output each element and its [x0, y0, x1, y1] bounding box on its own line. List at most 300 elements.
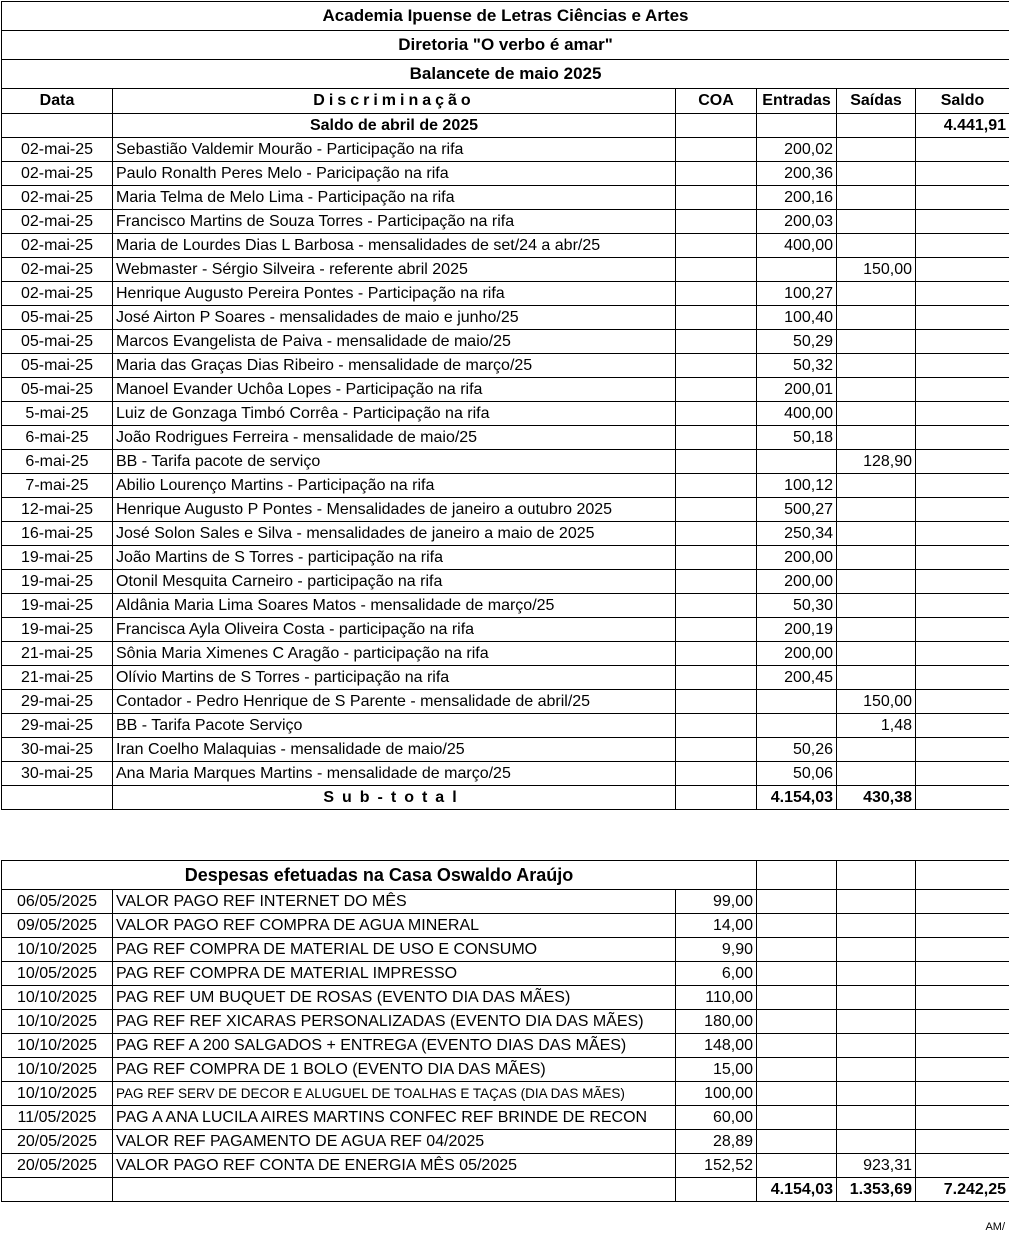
entry-saldo [916, 690, 1009, 714]
despesa-empty [916, 914, 1009, 938]
despesa-empty [916, 938, 1009, 962]
table-row [2, 1154, 1009, 1178]
entry-saldo [916, 618, 1009, 642]
entry-description: Luiz de Gonzaga Timbó Corrêa - Participação na rifa [113, 402, 676, 426]
subtotal-row [2, 786, 1009, 810]
despesa-empty [837, 914, 916, 938]
entry-description: Henrique Augusto P Pontes - Mensalidades de janeiro a outubro 2025 [113, 498, 676, 522]
entry-entrada: 100,27 [757, 282, 837, 306]
entry-coa [676, 714, 757, 738]
entry-saida [837, 522, 916, 546]
subtotal-empty [2, 786, 113, 810]
despesa-description: VALOR REF PAGAMENTO DE AGUA REF 04/2025 [113, 1130, 676, 1154]
table-row [2, 474, 1009, 498]
despesa-empty [837, 1106, 916, 1130]
entry-saldo [916, 138, 1009, 162]
col-header-entradas: Entradas [757, 89, 837, 114]
final-empty [2, 1178, 113, 1202]
entry-entrada [757, 450, 837, 474]
entry-coa [676, 618, 757, 642]
despesa-value: 60,00 [676, 1106, 757, 1130]
despesa-description: PAG A ANA LUCILA AIRES MARTINS CONFEC REF BRINDE DE RECON [113, 1106, 676, 1130]
entry-date: 05-mai-25 [2, 306, 113, 330]
entry-date: 16-mai-25 [2, 522, 113, 546]
org-title: Academia Ipuense de Letras Ciências e Artes [2, 2, 1009, 31]
entry-description: Paulo Ronalth Peres Melo - Paricipação na rifa [113, 162, 676, 186]
table-row [2, 914, 1009, 938]
entry-coa [676, 186, 757, 210]
despesa-description: VALOR PAGO REF CONTA DE ENERGIA MÊS 05/2025 [113, 1154, 676, 1178]
despesa-date: 20/05/2025 [2, 1154, 113, 1178]
table-row [2, 1130, 1009, 1154]
despesa-value: 100,00 [676, 1082, 757, 1106]
table-row [2, 378, 1009, 402]
despesa-date: 10/10/2025 [2, 1082, 113, 1106]
footer-mark: AM/ [985, 1221, 1005, 1233]
entry-saldo [916, 378, 1009, 402]
despesa-empty [757, 1082, 837, 1106]
entry-saldo [916, 306, 1009, 330]
table-row [2, 738, 1009, 762]
balancete-table [1, 1, 1009, 810]
entry-saida [837, 234, 916, 258]
despesa-empty [837, 1034, 916, 1058]
entry-date: 12-mai-25 [2, 498, 113, 522]
entry-saida [837, 546, 916, 570]
entry-date: 29-mai-25 [2, 714, 113, 738]
entry-saida [837, 282, 916, 306]
table-row [2, 426, 1009, 450]
entry-saida [837, 186, 916, 210]
subtotal-empty [916, 786, 1009, 810]
entry-coa [676, 762, 757, 786]
entry-saida: 1,48 [837, 714, 916, 738]
table-row [2, 258, 1009, 282]
table-row [2, 690, 1009, 714]
entry-coa [676, 402, 757, 426]
entry-description: Contador - Pedro Henrique de S Parente - mensalidade de abril/25 [113, 690, 676, 714]
despesa-empty [837, 1082, 916, 1106]
entry-date: 5-mai-25 [2, 402, 113, 426]
despesa-value: 9,90 [676, 938, 757, 962]
entry-coa [676, 210, 757, 234]
table-row [2, 938, 1009, 962]
entry-saldo [916, 234, 1009, 258]
entry-description: Aldânia Maria Lima Soares Matos - mensalidade de março/25 [113, 594, 676, 618]
entry-entrada: 200,00 [757, 642, 837, 666]
entry-saida [837, 162, 916, 186]
table-row [2, 962, 1009, 986]
entry-description: Francisco Martins de Souza Torres - Participação na rifa [113, 210, 676, 234]
table-row [2, 714, 1009, 738]
entry-entrada: 50,06 [757, 762, 837, 786]
final-empty [676, 1178, 757, 1202]
table-row [2, 546, 1009, 570]
entry-entrada: 200,16 [757, 186, 837, 210]
entry-date: 05-mai-25 [2, 378, 113, 402]
entry-coa [676, 642, 757, 666]
despesa-date: 11/05/2025 [2, 1106, 113, 1130]
entry-saida [837, 306, 916, 330]
entry-description: Abilio Lourenço Martins - Participação na rifa [113, 474, 676, 498]
despesa-description: PAG REF COMPRA DE MATERIAL IMPRESSO [113, 962, 676, 986]
despesa-empty [837, 890, 916, 914]
despesa-empty [757, 962, 837, 986]
despesa-date: 10/10/2025 [2, 938, 113, 962]
entry-entrada [757, 258, 837, 282]
entry-coa [676, 306, 757, 330]
despesa-empty [757, 1154, 837, 1178]
despesa-description: PAG REF COMPRA DE MATERIAL DE USO E CONSUMO [113, 938, 676, 962]
entry-entrada: 400,00 [757, 402, 837, 426]
despesa-empty [757, 890, 837, 914]
despesa-description: PAG REF UM BUQUET DE ROSAS (EVENTO DIA DAS MÃES) [113, 986, 676, 1010]
table-row [2, 618, 1009, 642]
entry-saldo [916, 738, 1009, 762]
saldo-anterior-label: Saldo de abril de 2025 [113, 114, 676, 138]
despesa-date: 10/10/2025 [2, 1010, 113, 1034]
entry-entrada [757, 690, 837, 714]
despesa-empty [837, 962, 916, 986]
entry-coa [676, 258, 757, 282]
despesa-description: VALOR PAGO REF INTERNET DO MÊS [113, 890, 676, 914]
entry-coa [676, 594, 757, 618]
table-row [2, 522, 1009, 546]
entry-coa [676, 546, 757, 570]
despesa-empty [916, 1034, 1009, 1058]
table-row [2, 1034, 1009, 1058]
entry-date: 19-mai-25 [2, 594, 113, 618]
despesa-empty [837, 1130, 916, 1154]
table-row [2, 162, 1009, 186]
table-row [2, 138, 1009, 162]
entry-description: José Solon Sales e Silva - mensalidades de janeiro a maio de 2025 [113, 522, 676, 546]
table-row [2, 890, 1009, 914]
subtotal-empty [676, 786, 757, 810]
despesa-empty [757, 1034, 837, 1058]
entry-saldo [916, 186, 1009, 210]
entry-coa [676, 690, 757, 714]
entry-entrada: 100,40 [757, 306, 837, 330]
despesa-date: 10/10/2025 [2, 1058, 113, 1082]
despesa-empty [837, 1058, 916, 1082]
entry-description: Henrique Augusto Pereira Pontes - Participação na rifa [113, 282, 676, 306]
entry-coa [676, 570, 757, 594]
col-header-saldo: Saldo [916, 89, 1009, 114]
entry-description: Iran Coelho Malaquias - mensalidade de maio/25 [113, 738, 676, 762]
table-row [2, 330, 1009, 354]
entry-saida [837, 378, 916, 402]
entry-coa [676, 162, 757, 186]
entry-entrada: 100,12 [757, 474, 837, 498]
entry-saida [837, 138, 916, 162]
entry-date: 05-mai-25 [2, 330, 113, 354]
table-row [2, 642, 1009, 666]
despesa-empty [757, 1130, 837, 1154]
entry-saida [837, 618, 916, 642]
entry-saldo [916, 498, 1009, 522]
entry-saldo [916, 546, 1009, 570]
despesa-date: 10/05/2025 [2, 962, 113, 986]
entry-saldo [916, 210, 1009, 234]
despesa-empty [757, 1106, 837, 1130]
despesa-value: 15,00 [676, 1058, 757, 1082]
entry-description: BB - Tarifa pacote de serviço [113, 450, 676, 474]
despesa-empty [757, 1058, 837, 1082]
col-header-saidas: Saídas [837, 89, 916, 114]
despesa-value: 99,00 [676, 890, 757, 914]
entry-description: Sônia Maria Ximenes C Aragão - participação na rifa [113, 642, 676, 666]
despesas-table [1, 860, 1009, 1202]
table-row [2, 1106, 1009, 1130]
entry-date: 21-mai-25 [2, 666, 113, 690]
entry-saldo [916, 762, 1009, 786]
entry-date: 02-mai-25 [2, 210, 113, 234]
despesa-date: 06/05/2025 [2, 890, 113, 914]
entry-date: 02-mai-25 [2, 258, 113, 282]
col-header-data: Data [2, 89, 113, 114]
entry-coa [676, 498, 757, 522]
entry-saida: 150,00 [837, 258, 916, 282]
entry-saida [837, 354, 916, 378]
table-row [2, 986, 1009, 1010]
entry-coa [676, 426, 757, 450]
despesa-empty [916, 1106, 1009, 1130]
despesa-description: PAG REF COMPRA DE 1 BOLO (EVENTO DIA DAS MÃES) [113, 1058, 676, 1082]
table-row [2, 1082, 1009, 1106]
entry-saldo [916, 522, 1009, 546]
entry-entrada: 400,00 [757, 234, 837, 258]
table-row [2, 762, 1009, 786]
entry-saldo [916, 666, 1009, 690]
subtotal-saidas: 430,38 [837, 786, 916, 810]
entry-entrada: 50,30 [757, 594, 837, 618]
despesa-value: 14,00 [676, 914, 757, 938]
entry-entrada: 50,18 [757, 426, 837, 450]
entry-coa [676, 522, 757, 546]
table-row [2, 354, 1009, 378]
entry-saida [837, 666, 916, 690]
entry-coa [676, 666, 757, 690]
entry-coa [676, 450, 757, 474]
entry-coa [676, 138, 757, 162]
entry-coa [676, 282, 757, 306]
despesa-empty [757, 914, 837, 938]
entry-date: 19-mai-25 [2, 546, 113, 570]
entry-entrada: 50,26 [757, 738, 837, 762]
entry-date: 02-mai-25 [2, 234, 113, 258]
entry-saldo [916, 402, 1009, 426]
entry-description: Maria das Graças Dias Ribeiro - mensalidade de março/25 [113, 354, 676, 378]
entry-saida [837, 594, 916, 618]
despesa-description: PAG REF A 200 SALGADOS + ENTREGA (EVENTO DIAS DAS MÃES) [113, 1034, 676, 1058]
entry-coa [676, 354, 757, 378]
entry-coa [676, 234, 757, 258]
despesa-value: 6,00 [676, 962, 757, 986]
entry-saldo [916, 474, 1009, 498]
despesa-empty [916, 986, 1009, 1010]
despesa-value: 110,00 [676, 986, 757, 1010]
table-row [2, 570, 1009, 594]
entry-coa [676, 738, 757, 762]
despesa-empty [837, 986, 916, 1010]
entry-entrada: 50,32 [757, 354, 837, 378]
entry-saida [837, 402, 916, 426]
entry-description: Webmaster - Sérgio Silveira - referente abril 2025 [113, 258, 676, 282]
final-total-row [2, 1178, 1009, 1202]
despesa-empty [837, 938, 916, 962]
despesa-empty [916, 1154, 1009, 1178]
final-empty [113, 1178, 676, 1202]
table-row [2, 402, 1009, 426]
subtotal-label: Sub-total [113, 786, 676, 810]
entry-description: Sebastião Valdemir Mourão - Participação na rifa [113, 138, 676, 162]
entry-saldo [916, 426, 1009, 450]
entry-date: 30-mai-25 [2, 738, 113, 762]
entry-date: 6-mai-25 [2, 450, 113, 474]
saldo-anterior-row [2, 114, 1009, 138]
diretoria-title: Diretoria "O verbo é amar" [2, 31, 1009, 60]
entry-date: 21-mai-25 [2, 642, 113, 666]
entry-date: 02-mai-25 [2, 282, 113, 306]
despesa-empty [916, 1058, 1009, 1082]
entry-coa [676, 474, 757, 498]
table-row [2, 1058, 1009, 1082]
entry-saldo [916, 714, 1009, 738]
entry-date: 02-mai-25 [2, 186, 113, 210]
table-row [2, 282, 1009, 306]
entry-saida [837, 474, 916, 498]
entry-date: 19-mai-25 [2, 570, 113, 594]
entry-saida [837, 642, 916, 666]
final-saldo: 7.242,25 [916, 1178, 1009, 1202]
despesa-date: 20/05/2025 [2, 1130, 113, 1154]
entry-description: Maria de Lourdes Dias L Barbosa - mensalidades de set/24 a abr/25 [113, 234, 676, 258]
despesa-empty [916, 1082, 1009, 1106]
despesa-description: PAG REF SERV DE DECOR E ALUGUEL DE TOALHAS E TAÇAS (DIA DAS MÃES) [113, 1082, 676, 1106]
entry-entrada: 250,34 [757, 522, 837, 546]
entry-description: Maria Telma de Melo Lima - Participação na rifa [113, 186, 676, 210]
entry-description: Olívio Martins de S Torres - participação na rifa [113, 666, 676, 690]
entry-saldo [916, 570, 1009, 594]
despesa-empty [916, 1010, 1009, 1034]
entry-saldo [916, 354, 1009, 378]
entry-saldo [916, 282, 1009, 306]
despesa-empty [757, 986, 837, 1010]
col-header-discriminacao: Discriminação [113, 89, 676, 114]
entry-entrada [757, 714, 837, 738]
entry-saida [837, 426, 916, 450]
subtotal-entradas: 4.154,03 [757, 786, 837, 810]
entry-description: BB - Tarifa Pacote Serviço [113, 714, 676, 738]
despesa-description: VALOR PAGO REF COMPRA DE AGUA MINERAL [113, 914, 676, 938]
entry-description: Manoel Evander Uchôa Lopes - Participação na rifa [113, 378, 676, 402]
entry-entrada: 200,02 [757, 138, 837, 162]
table-row [2, 666, 1009, 690]
despesa-value: 180,00 [676, 1010, 757, 1034]
entry-description: João Martins de S Torres - participação na rifa [113, 546, 676, 570]
entry-saldo [916, 642, 1009, 666]
saldo-anterior-value: 4.441,91 [916, 114, 1009, 138]
despesa-empty [916, 962, 1009, 986]
entry-date: 30-mai-25 [2, 762, 113, 786]
entry-entrada: 200,03 [757, 210, 837, 234]
entry-saida [837, 210, 916, 234]
balancete-title: Balancete de maio 2025 [2, 60, 1009, 89]
entry-saida: 150,00 [837, 690, 916, 714]
entry-saida: 128,90 [837, 450, 916, 474]
entry-entrada: 200,00 [757, 570, 837, 594]
entry-saldo [916, 450, 1009, 474]
despesas-title: Despesas efetuadas na Casa Oswaldo Araújo [2, 861, 757, 890]
entry-date: 7-mai-25 [2, 474, 113, 498]
entry-date: 29-mai-25 [2, 690, 113, 714]
entry-coa [676, 330, 757, 354]
entry-entrada: 200,45 [757, 666, 837, 690]
entry-entrada: 200,00 [757, 546, 837, 570]
despesa-date: 10/10/2025 [2, 1034, 113, 1058]
despesas-total: 923,31 [837, 1154, 916, 1178]
entry-description: José Airton P Soares - mensalidades de maio e junho/25 [113, 306, 676, 330]
despesa-empty [916, 890, 1009, 914]
entry-date: 02-mai-25 [2, 138, 113, 162]
despesa-empty [757, 1010, 837, 1034]
entry-entrada: 500,27 [757, 498, 837, 522]
entry-description: Otonil Mesquita Carneiro - participação na rifa [113, 570, 676, 594]
entry-saida [837, 330, 916, 354]
entry-entrada: 200,36 [757, 162, 837, 186]
entry-entrada: 200,01 [757, 378, 837, 402]
table-row [2, 210, 1009, 234]
entry-coa [676, 378, 757, 402]
entry-saida [837, 570, 916, 594]
despesa-date: 09/05/2025 [2, 914, 113, 938]
entry-entrada: 200,19 [757, 618, 837, 642]
entry-saida [837, 738, 916, 762]
despesa-value: 28,89 [676, 1130, 757, 1154]
entry-date: 19-mai-25 [2, 618, 113, 642]
despesa-empty [916, 1130, 1009, 1154]
table-row [2, 498, 1009, 522]
despesa-date: 10/10/2025 [2, 986, 113, 1010]
entry-description: Ana Maria Marques Martins - mensalidade de março/25 [113, 762, 676, 786]
entry-saida [837, 762, 916, 786]
despesa-empty [757, 938, 837, 962]
despesa-empty [837, 1010, 916, 1034]
despesa-description: PAG REF REF XICARAS PERSONALIZADAS (EVENTO DIA DAS MÃES) [113, 1010, 676, 1034]
entry-date: 05-mai-25 [2, 354, 113, 378]
entry-saldo [916, 330, 1009, 354]
table-row [2, 186, 1009, 210]
entry-date: 6-mai-25 [2, 426, 113, 450]
entry-description: Marcos Evangelista de Paiva - mensalidade de maio/25 [113, 330, 676, 354]
entry-saida [837, 498, 916, 522]
col-header-coa: COA [676, 89, 757, 114]
entry-entrada: 50,29 [757, 330, 837, 354]
entry-saldo [916, 258, 1009, 282]
despesa-value: 152,52 [676, 1154, 757, 1178]
table-row [2, 594, 1009, 618]
table-row [2, 234, 1009, 258]
entry-saldo [916, 594, 1009, 618]
table-row [2, 1010, 1009, 1034]
table-row [2, 306, 1009, 330]
final-saidas: 1.353,69 [837, 1178, 916, 1202]
entry-date: 02-mai-25 [2, 162, 113, 186]
entry-description: João Rodrigues Ferreira - mensalidade de maio/25 [113, 426, 676, 450]
entry-saldo [916, 162, 1009, 186]
entry-description: Francisca Ayla Oliveira Costa - participação na rifa [113, 618, 676, 642]
